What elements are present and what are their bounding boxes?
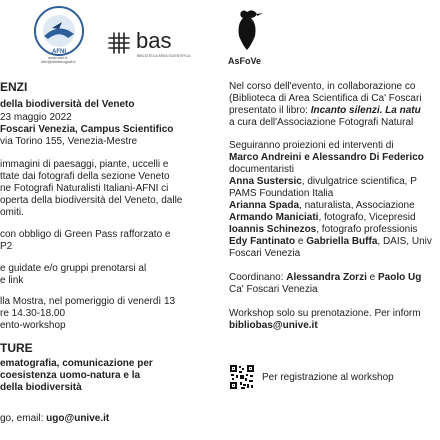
speaker-role: , divulgatrice scientifica, P	[301, 176, 417, 187]
afni-url: www.afni.it	[48, 55, 68, 60]
book-title: Incanto silenzi. La natu	[310, 105, 421, 116]
coordinator-conjunction: e	[366, 272, 378, 283]
speaker-name: Ioannis Schinezos	[229, 224, 317, 235]
description-line: omiti.	[0, 207, 24, 218]
speaker-role: , fotografo professionis	[316, 224, 418, 235]
description-line: ne Fotografi Naturalisti Italiani-AFNI ci	[0, 183, 169, 194]
description-line: ttate dai fotografi della sezione Veneto	[0, 171, 170, 182]
visits-line: e link	[0, 275, 24, 286]
coordinators-prefix: Coordinano:	[229, 272, 284, 283]
speaker-name: Gabriella Buffa	[306, 236, 378, 247]
workshop-email[interactable]: bibliobas@unive.it	[229, 320, 318, 331]
speaker-line	[229, 236, 432, 248]
afni-url-2: info@afnifotografi.it	[41, 59, 76, 64]
speaker-conjunction: e	[295, 236, 307, 247]
contact-email[interactable]: ugo@unive.it	[46, 413, 110, 424]
speaker-name: Arianna Spada	[229, 200, 300, 211]
speaker-name: Armando Maniciati	[229, 212, 319, 223]
speaker-role: , fotografo, Vicepresid	[318, 212, 416, 223]
speaker-name: Anna Sustersic	[229, 176, 302, 187]
workshop-line: Workshop solo su prenotazione. Per inform	[229, 308, 421, 319]
show-line: ento-workshop	[0, 320, 66, 331]
section-title: TURE	[0, 341, 33, 355]
afni-logo	[30, 4, 88, 62]
section-line: ematografia, comunicazione per	[0, 358, 153, 369]
description-line: immagini di paesaggi, piante, uccelli e	[0, 159, 169, 170]
speaker-line	[229, 176, 417, 188]
speaker-role: PAMS Foundation Italia	[229, 188, 334, 199]
intro-book-prefix: presentato il libro:	[229, 105, 308, 116]
asfove-logo	[222, 6, 272, 68]
show-line: re 14.30-18.00	[0, 308, 66, 319]
projections-line: Seguiranno proiezioni ed interventi di	[229, 140, 394, 151]
event-subtitle: della biodiversità del Veneto	[0, 99, 135, 110]
coordinators-line	[229, 272, 421, 284]
speaker-line	[229, 224, 417, 236]
intro-line: (Biblioteca di Area Scientifica di Ca' Foscari	[229, 93, 422, 104]
event-venue: Foscari Venezia, Campus Scientifico	[0, 124, 174, 135]
speaker-role: , naturalista, Associazione	[299, 200, 415, 211]
coordinator-name: Paolo Ug	[377, 272, 422, 283]
event-address: via Torino 155, Venezia-Mestre	[0, 136, 138, 147]
intro-line: Nel corso dell'evento, in collaborazione co	[229, 81, 416, 92]
bas-logo	[106, 28, 196, 60]
section-line: coesistenza uomo-natura e la	[0, 370, 141, 381]
visits-line: e guidate e/o gruppi prenotarsi al	[0, 263, 147, 274]
access-line: con obbligo di Green Pass rafforzato e	[0, 229, 171, 240]
speaker-role: documentaristi	[229, 164, 295, 175]
show-line: lla Mostra, nel pomeriggio di venerdì 13	[0, 296, 176, 307]
speaker-name: Marco Andreini e Alessandro Di Federico	[229, 152, 424, 163]
bird-icon	[227, 6, 267, 52]
speaker-line	[229, 200, 415, 212]
coordinator-name: Alessandra Zorzi	[286, 272, 367, 283]
description-line: operta della biodiversità del Veneto, dalle	[0, 195, 183, 206]
afni-label: AFNI	[52, 49, 66, 55]
intro-line: a cura dell'Associazione Fotografi Natural	[229, 117, 414, 128]
intro-line	[229, 105, 421, 117]
qr-code[interactable]	[229, 364, 255, 390]
contact-prefix: go, email:	[0, 413, 44, 424]
coordinators-role: Ca' Foscari Venezia	[229, 284, 318, 295]
speaker-role: , DAIS, Univ	[377, 236, 432, 247]
speaker-role: Foscari Venezia	[229, 248, 301, 259]
qr-label: Per registrazione al workshop	[262, 372, 394, 383]
bas-subtitle: BIBLIOTECA AREA SCIENTIFICA	[137, 54, 191, 58]
event-title: ENZI	[0, 80, 28, 94]
event-date: 23 maggio 2022	[0, 112, 72, 123]
section-line: della biodiversità	[0, 382, 82, 393]
access-line: P2	[0, 241, 13, 252]
speaker-name: Edy Fantinato	[229, 236, 296, 247]
bas-hash-icon	[106, 30, 132, 56]
bas-word: bas	[136, 28, 172, 53]
contact-line	[0, 413, 109, 425]
asfove-label: AsFoVe	[228, 56, 262, 66]
speaker-line	[229, 212, 416, 224]
